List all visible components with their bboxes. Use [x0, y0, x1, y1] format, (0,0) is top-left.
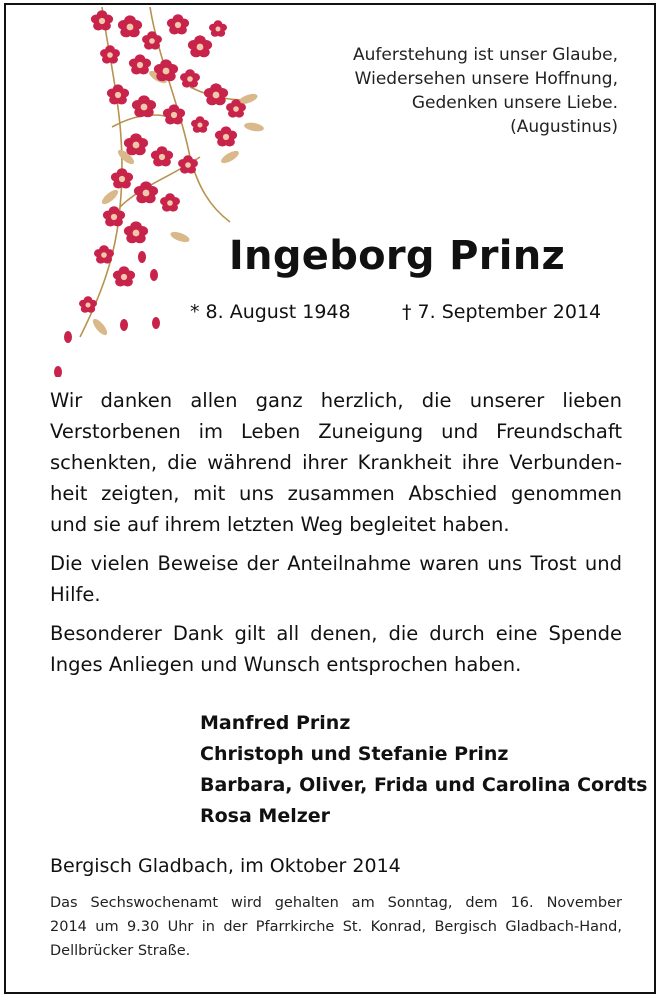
- text-line: Inges Anliegen und Wunsch entsprochen haben.: [50, 653, 522, 676]
- quote-line: Wiedersehen unsere Hoffnung,: [354, 69, 618, 89]
- thanks-paragraph: [50, 385, 622, 540]
- text-line: Die vielen Beweise der Anteilnahme waren uns Trost und: [50, 552, 622, 575]
- text-line: Hilfe.: [50, 583, 101, 606]
- memorial-mass-note: [50, 891, 622, 963]
- text-line: Das Sechswochenamt wird gehalten am Sonntag, dem 16. November: [50, 895, 622, 911]
- quote-line: Auferstehung ist unser Glaube,: [353, 45, 618, 65]
- text-line: heit zeigten, mit uns zusammen Abschied genommen: [50, 482, 622, 505]
- signer-name: Barbara, Oliver, Frida und Carolina Cordts: [200, 774, 648, 796]
- text-line: schenkten, die während ihrer Krankheit ihre Verbunden-: [50, 451, 622, 474]
- death-date: † 7. September 2014: [402, 301, 602, 323]
- text-line: und sie auf ihrem letzten Weg begleitet haben.: [50, 513, 510, 536]
- text-line: 2014 um 9.30 Uhr in der Pfarrkirche St. Konrad, Bergisch Gladbach-Hand,: [50, 919, 622, 935]
- sympathy-paragraph: [50, 548, 622, 610]
- signer-name: Manfred Prinz: [200, 712, 351, 734]
- text-line: Verstorbenen im Leben Zuneigung und Freundschaft: [50, 420, 622, 443]
- birth-date: * 8. August 1948: [190, 301, 351, 323]
- signers-list: [200, 708, 647, 832]
- signer-name: Christoph und Stefanie Prinz: [200, 743, 509, 765]
- text-line: Besonderer Dank gilt all denen, die durch eine Spende: [50, 622, 622, 645]
- donation-paragraph: [50, 618, 622, 680]
- text-line: Dellbrücker Straße.: [50, 943, 191, 959]
- obituary-notice: [4, 3, 656, 994]
- epigraph-quote: [353, 43, 618, 139]
- place-and-date: Bergisch Gladbach, im Oktober 2014: [50, 855, 401, 877]
- text-line: Wir danken allen ganz herzlich, die unserer lieben: [50, 389, 622, 412]
- quote-attribution: (Augustinus): [510, 117, 618, 137]
- deceased-name: Ingeborg Prinz: [228, 233, 566, 279]
- quote-line: Gedenken unsere Liebe.: [411, 93, 618, 113]
- signer-name: Rosa Melzer: [200, 805, 331, 827]
